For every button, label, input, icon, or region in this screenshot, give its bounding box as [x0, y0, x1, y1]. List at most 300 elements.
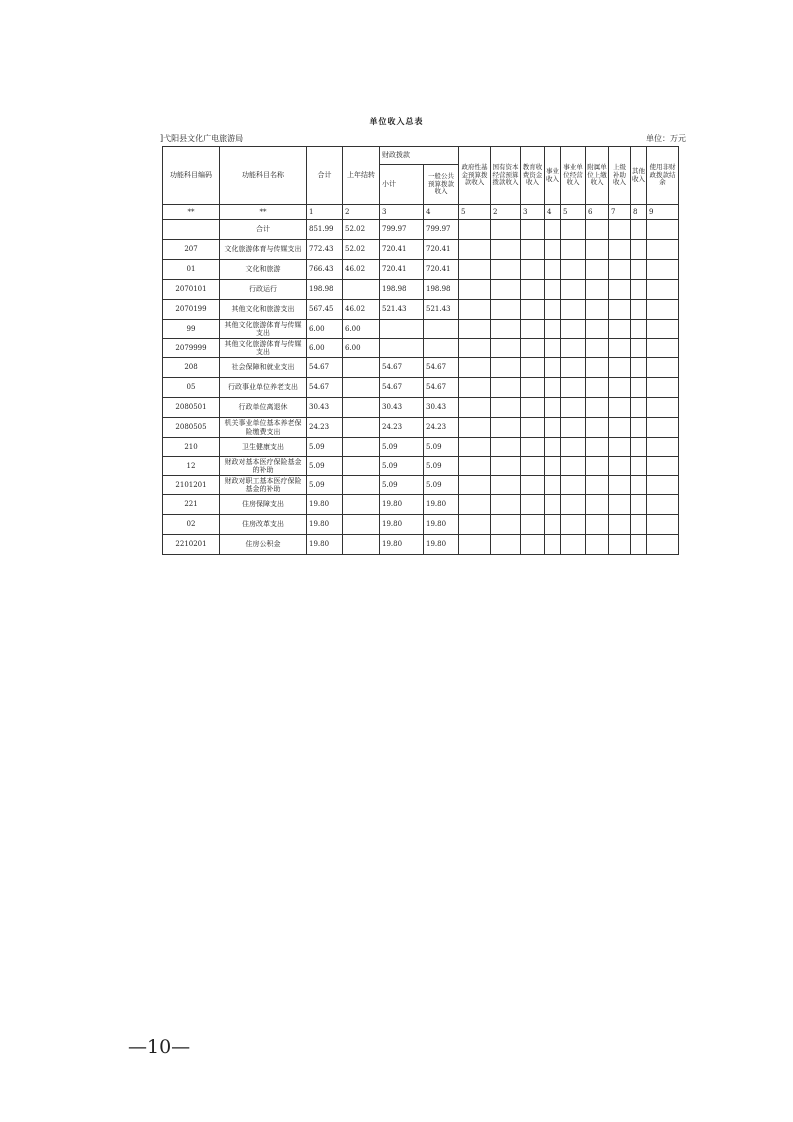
row-name: 其他文化旅游体育与传媒支出: [220, 320, 307, 339]
row-carryover: [343, 438, 380, 457]
row-name: 合计: [220, 220, 307, 240]
empty-cell: [586, 438, 609, 457]
empty-cell: [561, 495, 586, 515]
empty-cell: [491, 260, 521, 280]
empty-cell: [521, 358, 545, 378]
row-carryover: [343, 476, 380, 495]
row-name: 其他文化和旅游支出: [220, 300, 307, 320]
empty-cell: [631, 240, 647, 260]
row-general-public: 799.97: [424, 220, 459, 240]
empty-cell: [459, 358, 491, 378]
header-superior: 上级补助收入: [609, 147, 631, 205]
empty-cell: [586, 358, 609, 378]
row-name: 其他文化旅游体育与传媒支出: [220, 339, 307, 358]
empty-cell: [586, 418, 609, 438]
empty-cell: [545, 495, 561, 515]
header-nonfiscal: 使用非财政拨款结余: [647, 147, 679, 205]
index-cell: 6: [586, 205, 609, 220]
empty-cell: [545, 438, 561, 457]
row-general-public: 19.80: [424, 535, 459, 555]
row-name: 行政运行: [220, 280, 307, 300]
empty-cell: [521, 378, 545, 398]
table-row: [163, 418, 679, 438]
empty-cell: [586, 260, 609, 280]
empty-cell: [609, 358, 631, 378]
row-general-public: 19.80: [424, 515, 459, 535]
row-name: 卫生健康支出: [220, 438, 307, 457]
row-name: 文化和旅游: [220, 260, 307, 280]
row-subtotal: 5.09: [380, 438, 424, 457]
empty-cell: [459, 320, 491, 339]
table-row: [163, 535, 679, 555]
empty-cell: [561, 398, 586, 418]
empty-cell: [561, 515, 586, 535]
row-code: 2080501: [163, 398, 220, 418]
row-carryover: [343, 535, 380, 555]
empty-cell: [491, 280, 521, 300]
empty-cell: [647, 280, 679, 300]
row-general-public: 198.98: [424, 280, 459, 300]
empty-cell: [491, 495, 521, 515]
empty-cell: [459, 457, 491, 476]
empty-cell: [586, 457, 609, 476]
row-total: 198.98: [307, 280, 343, 300]
header-general-public: 一般公共预算拨款收入: [424, 165, 459, 205]
row-general-public: 5.09: [424, 457, 459, 476]
row-general-public: [424, 339, 459, 358]
row-code: 2101201: [163, 476, 220, 495]
header-fiscal-group: 财政拨款: [380, 147, 459, 165]
empty-cell: [459, 535, 491, 555]
empty-cell: [561, 457, 586, 476]
row-code: 208: [163, 358, 220, 378]
empty-cell: [631, 418, 647, 438]
index-cell: 4: [545, 205, 561, 220]
empty-cell: [491, 220, 521, 240]
row-general-public: 720.41: [424, 240, 459, 260]
header-state-capital: 国有资本经营预算拨款收入: [491, 147, 521, 205]
empty-cell: [521, 495, 545, 515]
row-subtotal: 198.98: [380, 280, 424, 300]
empty-cell: [561, 320, 586, 339]
empty-cell: [631, 339, 647, 358]
row-code: 210: [163, 438, 220, 457]
empty-cell: [521, 476, 545, 495]
row-general-public: 5.09: [424, 438, 459, 457]
row-code: 2079999: [163, 339, 220, 358]
empty-cell: [647, 320, 679, 339]
table-row: [163, 515, 679, 535]
page-number: —10—: [128, 1036, 191, 1058]
row-carryover: 52.02: [343, 220, 380, 240]
empty-cell: [459, 418, 491, 438]
row-total: 54.67: [307, 358, 343, 378]
row-code: 2080505: [163, 418, 220, 438]
empty-cell: [631, 495, 647, 515]
index-cell: 7: [609, 205, 631, 220]
row-code: 2210201: [163, 535, 220, 555]
row-name: 住房公积金: [220, 535, 307, 555]
empty-cell: [647, 535, 679, 555]
row-name: 文化旅游体育与传媒支出: [220, 240, 307, 260]
table-row: [163, 358, 679, 378]
table-row: [163, 220, 679, 240]
row-code: 2070199: [163, 300, 220, 320]
empty-cell: [586, 280, 609, 300]
empty-cell: [631, 476, 647, 495]
empty-cell: [631, 438, 647, 457]
row-total: 766.43: [307, 260, 343, 280]
empty-cell: [561, 240, 586, 260]
empty-cell: [609, 535, 631, 555]
empty-cell: [521, 339, 545, 358]
row-name: 行政事业单位养老支出: [220, 378, 307, 398]
empty-cell: [545, 320, 561, 339]
row-carryover: [343, 280, 380, 300]
empty-cell: [561, 339, 586, 358]
row-code: 01: [163, 260, 220, 280]
empty-cell: [647, 240, 679, 260]
empty-cell: [491, 457, 521, 476]
empty-cell: [491, 358, 521, 378]
empty-cell: [609, 260, 631, 280]
row-subtotal: 30.43: [380, 398, 424, 418]
empty-cell: [521, 280, 545, 300]
empty-cell: [459, 515, 491, 535]
empty-cell: [521, 220, 545, 240]
empty-cell: [459, 378, 491, 398]
row-general-public: 54.67: [424, 378, 459, 398]
row-general-public: 720.41: [424, 260, 459, 280]
empty-cell: [609, 300, 631, 320]
empty-cell: [609, 220, 631, 240]
table-row: [163, 280, 679, 300]
row-subtotal: 799.97: [380, 220, 424, 240]
row-total: 851.99: [307, 220, 343, 240]
header-other: 其他收入: [631, 147, 647, 205]
empty-cell: [586, 320, 609, 339]
row-code: 207: [163, 240, 220, 260]
row-general-public: 24.23: [424, 418, 459, 438]
row-total: 772.43: [307, 240, 343, 260]
empty-cell: [647, 339, 679, 358]
row-total: 5.09: [307, 457, 343, 476]
empty-cell: [631, 260, 647, 280]
empty-cell: [609, 418, 631, 438]
empty-cell: [459, 240, 491, 260]
empty-cell: [609, 280, 631, 300]
empty-cell: [631, 515, 647, 535]
empty-cell: [586, 220, 609, 240]
index-cell: 5: [561, 205, 586, 220]
empty-cell: [459, 280, 491, 300]
empty-cell: [491, 398, 521, 418]
index-cell: **: [220, 205, 307, 220]
table-row: [163, 495, 679, 515]
empty-cell: [521, 320, 545, 339]
report-title: 单位收入总表: [369, 116, 424, 126]
empty-cell: [647, 418, 679, 438]
empty-cell: [609, 378, 631, 398]
empty-cell: [647, 476, 679, 495]
empty-cell: [561, 220, 586, 240]
empty-cell: [545, 535, 561, 555]
table-row: [163, 476, 679, 495]
income-summary-table: [162, 146, 679, 555]
empty-cell: [545, 457, 561, 476]
empty-cell: [586, 398, 609, 418]
row-carryover: [343, 515, 380, 535]
empty-cell: [521, 240, 545, 260]
row-total: 5.09: [307, 438, 343, 457]
empty-cell: [609, 515, 631, 535]
empty-cell: [609, 457, 631, 476]
empty-cell: [459, 476, 491, 495]
empty-cell: [609, 339, 631, 358]
index-cell: 3: [521, 205, 545, 220]
empty-cell: [647, 398, 679, 418]
empty-cell: [631, 358, 647, 378]
empty-cell: [561, 418, 586, 438]
empty-cell: [545, 280, 561, 300]
row-code: 99: [163, 320, 220, 339]
row-subtotal: 720.41: [380, 260, 424, 280]
empty-cell: [491, 320, 521, 339]
empty-cell: [647, 300, 679, 320]
row-total: 567.45: [307, 300, 343, 320]
table-row: [163, 260, 679, 280]
empty-cell: [631, 300, 647, 320]
empty-cell: [561, 476, 586, 495]
row-carryover: [343, 358, 380, 378]
empty-cell: [545, 515, 561, 535]
empty-cell: [521, 260, 545, 280]
table-row: [163, 300, 679, 320]
empty-cell: [545, 240, 561, 260]
empty-cell: [586, 339, 609, 358]
row-general-public: 5.09: [424, 476, 459, 495]
row-subtotal: 54.67: [380, 378, 424, 398]
empty-cell: [609, 398, 631, 418]
empty-cell: [491, 300, 521, 320]
header-subsidiary: 附属单位上缴收入: [586, 147, 609, 205]
empty-cell: [521, 457, 545, 476]
table-row: [163, 320, 679, 339]
empty-cell: [609, 495, 631, 515]
row-total: 24.23: [307, 418, 343, 438]
empty-cell: [545, 260, 561, 280]
unit-name: ]弋阳县文化广电旅游局: [160, 134, 244, 143]
row-code: 2070101: [163, 280, 220, 300]
row-code: 12: [163, 457, 220, 476]
row-total: 5.09: [307, 476, 343, 495]
empty-cell: [631, 457, 647, 476]
row-carryover: 6.00: [343, 339, 380, 358]
header-gov-fund: 政府性基金预算拨款收入: [459, 147, 491, 205]
row-subtotal: 5.09: [380, 476, 424, 495]
row-name: 住房改革支出: [220, 515, 307, 535]
empty-cell: [609, 438, 631, 457]
index-row: [163, 205, 679, 220]
row-carryover: 46.02: [343, 260, 380, 280]
row-code: 221: [163, 495, 220, 515]
empty-cell: [521, 300, 545, 320]
row-total: 19.80: [307, 495, 343, 515]
row-total: 54.67: [307, 378, 343, 398]
empty-cell: [561, 438, 586, 457]
empty-cell: [586, 515, 609, 535]
empty-cell: [647, 495, 679, 515]
row-name: 行政单位离退休: [220, 398, 307, 418]
row-general-public: [424, 320, 459, 339]
empty-cell: [647, 378, 679, 398]
row-subtotal: 521.43: [380, 300, 424, 320]
empty-cell: [586, 240, 609, 260]
row-carryover: 52.02: [343, 240, 380, 260]
empty-cell: [609, 320, 631, 339]
empty-cell: [491, 438, 521, 457]
row-name: 社会保障和就业支出: [220, 358, 307, 378]
empty-cell: [545, 300, 561, 320]
index-cell: 1: [307, 205, 343, 220]
empty-cell: [647, 457, 679, 476]
empty-cell: [561, 535, 586, 555]
index-cell: 3: [380, 205, 424, 220]
empty-cell: [586, 300, 609, 320]
header-code: 功能科目编码: [163, 147, 220, 205]
row-carryover: 46.02: [343, 300, 380, 320]
row-carryover: [343, 457, 380, 476]
header-name: 功能科目名称: [220, 147, 307, 205]
row-name: 住房保障支出: [220, 495, 307, 515]
empty-cell: [521, 515, 545, 535]
empty-cell: [459, 220, 491, 240]
empty-cell: [631, 320, 647, 339]
empty-cell: [459, 398, 491, 418]
row-subtotal: 19.80: [380, 495, 424, 515]
empty-cell: [561, 300, 586, 320]
empty-cell: [491, 378, 521, 398]
row-subtotal: 19.80: [380, 515, 424, 535]
header-business: 事业收入: [545, 147, 561, 205]
row-subtotal: [380, 339, 424, 358]
empty-cell: [459, 339, 491, 358]
table-row: [163, 457, 679, 476]
empty-cell: [586, 535, 609, 555]
row-subtotal: 24.23: [380, 418, 424, 438]
empty-cell: [631, 378, 647, 398]
row-carryover: [343, 495, 380, 515]
row-total: 6.00: [307, 320, 343, 339]
row-carryover: [343, 398, 380, 418]
empty-cell: [545, 398, 561, 418]
row-general-public: 19.80: [424, 495, 459, 515]
empty-cell: [561, 260, 586, 280]
index-cell: 2: [343, 205, 380, 220]
empty-cell: [459, 495, 491, 515]
row-code: [163, 220, 220, 240]
header-carryover: 上年结转: [343, 147, 380, 205]
empty-cell: [459, 300, 491, 320]
table-row: [163, 240, 679, 260]
empty-cell: [545, 220, 561, 240]
row-code: 02: [163, 515, 220, 535]
row-total: 6.00: [307, 339, 343, 358]
empty-cell: [545, 339, 561, 358]
table-row: [163, 438, 679, 457]
row-carryover: 6.00: [343, 320, 380, 339]
header-total: 合计: [307, 147, 343, 205]
empty-cell: [586, 378, 609, 398]
index-cell: 5: [459, 205, 491, 220]
row-total: 19.80: [307, 535, 343, 555]
index-cell: 4: [424, 205, 459, 220]
row-carryover: [343, 378, 380, 398]
row-general-public: 30.43: [424, 398, 459, 418]
empty-cell: [631, 398, 647, 418]
empty-cell: [521, 535, 545, 555]
row-subtotal: 5.09: [380, 457, 424, 476]
row-name: 财政对职工基本医疗保险基金的补助: [220, 476, 307, 495]
empty-cell: [491, 339, 521, 358]
empty-cell: [631, 280, 647, 300]
row-name: 财政对基本医疗保险基金的补助: [220, 457, 307, 476]
empty-cell: [521, 438, 545, 457]
empty-cell: [491, 515, 521, 535]
empty-cell: [586, 476, 609, 495]
row-subtotal: 720.41: [380, 240, 424, 260]
table-row: [163, 398, 679, 418]
empty-cell: [609, 240, 631, 260]
row-carryover: [343, 418, 380, 438]
empty-cell: [647, 515, 679, 535]
empty-cell: [545, 476, 561, 495]
row-name: 机关事业单位基本养老保险缴费支出: [220, 418, 307, 438]
empty-cell: [521, 398, 545, 418]
empty-cell: [561, 280, 586, 300]
empty-cell: [491, 418, 521, 438]
index-cell: 2: [491, 205, 521, 220]
empty-cell: [609, 476, 631, 495]
empty-cell: [491, 476, 521, 495]
header-subtotal: 小计: [380, 165, 424, 205]
row-code: 05: [163, 378, 220, 398]
index-cell: 9: [647, 205, 679, 220]
row-general-public: 521.43: [424, 300, 459, 320]
row-total: 30.43: [307, 398, 343, 418]
unit-label: 单位：万元: [646, 134, 686, 143]
empty-cell: [647, 438, 679, 457]
empty-cell: [631, 220, 647, 240]
empty-cell: [459, 260, 491, 280]
index-cell: 8: [631, 205, 647, 220]
empty-cell: [561, 358, 586, 378]
empty-cell: [631, 535, 647, 555]
empty-cell: [491, 240, 521, 260]
empty-cell: [647, 358, 679, 378]
empty-cell: [521, 418, 545, 438]
empty-cell: [491, 535, 521, 555]
row-general-public: 54.67: [424, 358, 459, 378]
row-subtotal: 19.80: [380, 535, 424, 555]
empty-cell: [647, 260, 679, 280]
empty-cell: [545, 358, 561, 378]
header-operating: 事业单位经营收入: [561, 147, 586, 205]
empty-cell: [647, 220, 679, 240]
header-edu-fee: 教育收费资金收入: [521, 147, 545, 205]
row-subtotal: 54.67: [380, 358, 424, 378]
row-total: 19.80: [307, 515, 343, 535]
